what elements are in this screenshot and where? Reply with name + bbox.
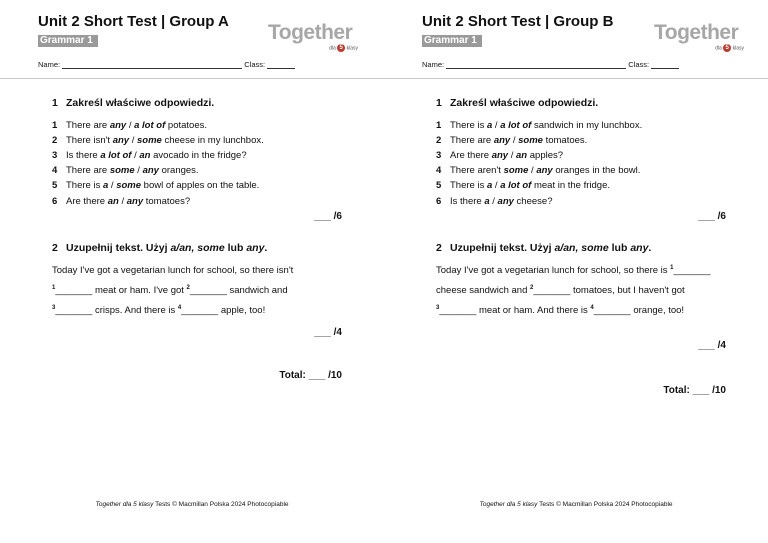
option-b[interactable]: an (516, 150, 528, 161)
option-b[interactable]: some (518, 135, 543, 146)
option-a[interactable]: a (484, 196, 490, 207)
total-score: Total: ___ /10 (663, 385, 726, 396)
exercise-item: 4 There are some / any oranges. (52, 165, 199, 176)
worksheet-group-b (384, 0, 768, 543)
total-score: Total: ___ /10 (279, 370, 342, 381)
class-label: Class: (244, 60, 266, 69)
name-label: Name: (38, 60, 61, 69)
logo-subtitle: dla 5 klasy (329, 45, 358, 52)
option-a[interactable]: a lot of (100, 150, 132, 161)
option-a[interactable]: any (109, 120, 127, 131)
name-label: Name: (422, 60, 445, 69)
option-b[interactable]: a lot of (500, 180, 532, 191)
exercise-1-title: 1 Zakreśl właściwe odpowiedzi. (52, 97, 215, 109)
name-field[interactable] (446, 61, 626, 69)
exercise-1-title: 1 Zakreśl właściwe odpowiedzi. (436, 97, 599, 109)
option-a[interactable]: any (491, 150, 509, 161)
option-b[interactable]: any (142, 165, 159, 176)
gap-fill-line: $^3$_______ meat or ham. And there is $^4$_______ orange, too! (436, 304, 685, 316)
section-badge: Grammar 1 (38, 35, 98, 47)
option-b[interactable]: some (116, 180, 142, 191)
gap-fill-line: Today I've got a vegetarian lunch for school, so there is $^1$_______ (436, 264, 711, 276)
header-divider (384, 78, 768, 79)
logo-subtitle: dla 5 klasy (715, 45, 744, 52)
option-b[interactable]: some (137, 135, 162, 146)
together-logo (654, 22, 750, 56)
option-a[interactable]: some (109, 165, 135, 176)
gap-fill-line: $^1$_______ meat or ham. I've got $^2$_______ sandwich and (52, 284, 288, 296)
exercise-item: 1 There is a / a lot of sandwich in my lunchbox. (436, 120, 643, 131)
gap-fill-line: cheese sandwich and $^2$_______ tomatoes, but I haven't got (436, 284, 685, 296)
option-b[interactable]: any (126, 196, 144, 207)
exercise-1-score: ___ /6 (698, 211, 726, 222)
exercise-item: 1 There are any / a lot of potatoes. (52, 120, 207, 131)
option-a[interactable]: a (486, 180, 493, 191)
class-label: Class: (628, 60, 650, 69)
exercise-2-title: 2 Uzupełnij tekst. Użyj a/an, some lub any. (436, 242, 652, 254)
option-a[interactable]: some (503, 165, 529, 176)
option-b[interactable]: a lot of (500, 120, 532, 131)
option-b[interactable]: any (497, 196, 514, 207)
section-badge: Grammar 1 (422, 35, 482, 47)
gap-fill-line: $^3$_______ crisps. And there is $^4$_______ apple, too! (52, 304, 266, 316)
option-a[interactable]: a (486, 120, 493, 131)
exercise-item: 5 There is a / some bowl of apples on the table. (52, 180, 260, 191)
logo-word: Together (654, 21, 739, 44)
option-a[interactable]: any (112, 135, 130, 146)
option-a[interactable]: an (107, 196, 119, 207)
option-b[interactable]: an (139, 150, 151, 161)
header-divider (0, 78, 384, 79)
exercise-2-score: ___ /4 (314, 327, 342, 338)
together-logo (268, 22, 364, 56)
option-a[interactable]: any (493, 135, 511, 146)
exercise-item: 2 There isn't any / some cheese in my lunchbox. (52, 135, 264, 146)
logo-number-badge: 5 (723, 44, 731, 52)
logo-word: Together (268, 21, 353, 44)
exercise-item: 3 Is there a lot of / an avocado in the fridge? (52, 150, 247, 161)
exercise-1-score: ___ /6 (314, 211, 342, 222)
footer-copyright: Together dla 5 klasy Tests © Macmillan Polska 2024 Photocopiable (95, 501, 289, 508)
footer-copyright: Together dla 5 klasy Tests © Macmillan Polska 2024 Photocopiable (479, 501, 673, 508)
logo-number-badge: 5 (337, 44, 345, 52)
option-a[interactable]: a (102, 180, 109, 191)
exercise-item: 2 There are any / some tomatoes. (436, 135, 588, 146)
exercise-2-title: 2 Uzupełnij tekst. Użyj a/an, some lub any. (52, 242, 268, 254)
exercise-item: 6 Is there a / any cheese? (436, 196, 553, 207)
option-b[interactable]: any (536, 165, 553, 176)
exercise-2-score: ___ /4 (698, 340, 726, 351)
exercise-item: 4 There aren't some / any oranges in the bowl. (436, 165, 641, 176)
exercise-item: 6 Are there an / any tomatoes? (52, 196, 191, 207)
class-field[interactable] (651, 61, 679, 69)
gap-fill-line: Today I've got a vegetarian lunch for school, so there isn't (52, 265, 294, 276)
name-field[interactable] (62, 61, 242, 69)
option-b[interactable]: a lot of (134, 120, 166, 131)
page-title: Unit 2 Short Test | Group B (422, 13, 614, 30)
exercise-item: 5 There is a / a lot of meat in the fridge. (436, 180, 611, 191)
name-class-row (422, 60, 679, 69)
exercise-item: 3 Are there any / an apples? (436, 150, 564, 161)
name-class-row (38, 60, 295, 69)
page-title: Unit 2 Short Test | Group A (38, 13, 229, 30)
class-field[interactable] (267, 61, 295, 69)
